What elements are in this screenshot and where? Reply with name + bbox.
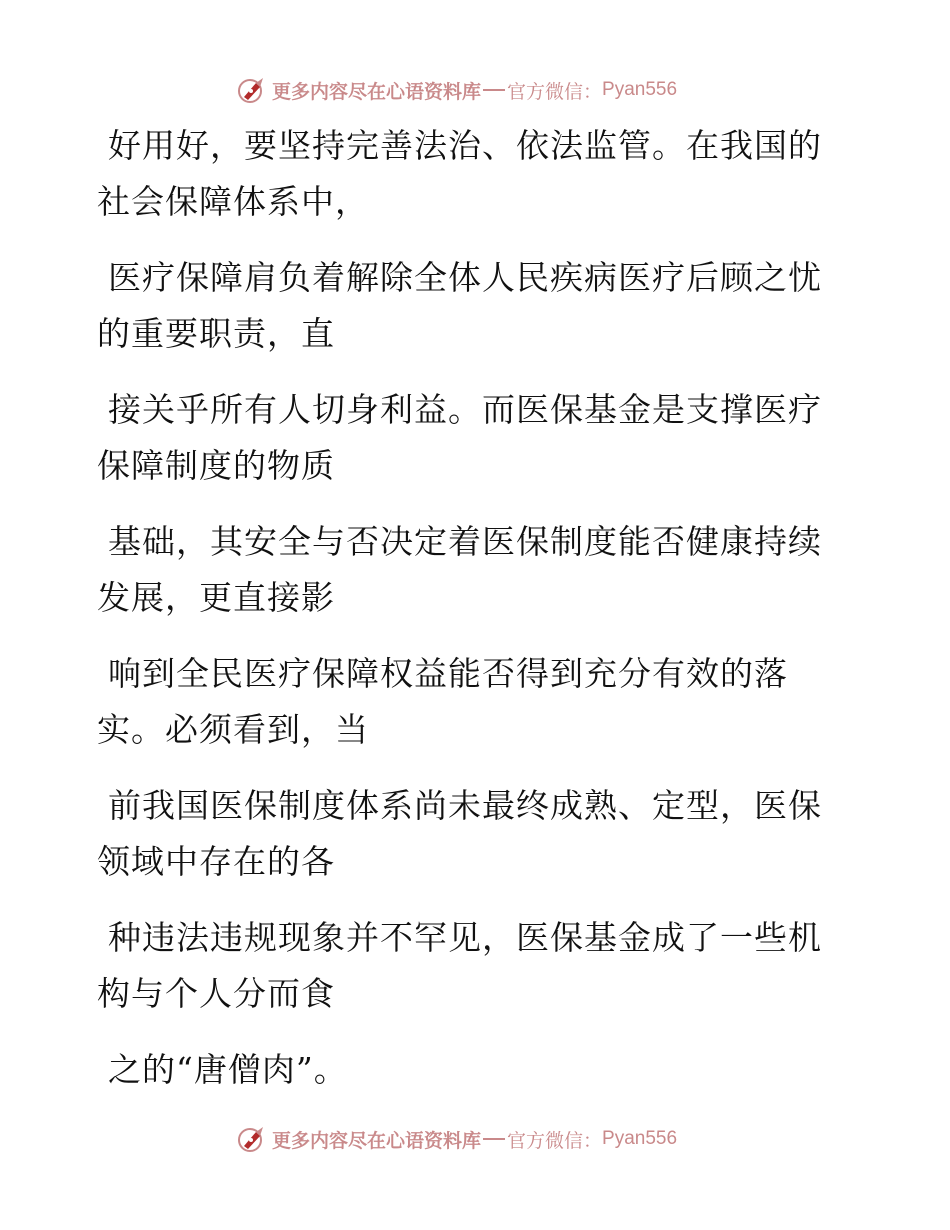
text-line: 领域中存在的各 bbox=[97, 842, 335, 881]
paragraph-line bbox=[97, 382, 837, 494]
paragraph-line bbox=[97, 1042, 837, 1098]
header-wechat-id: Pyan556 bbox=[602, 79, 678, 100]
footer-dash bbox=[483, 1138, 505, 1140]
text-line: 接关乎所有人切身利益。而医保基金是支撑医疗 bbox=[108, 390, 822, 429]
text-line: 种违法违规现象并不罕见，医保基金成了一些机 bbox=[108, 918, 822, 957]
footer-brand-text: 更多内容尽在心语资料库 bbox=[272, 1129, 482, 1152]
text-line: 之的“唐僧肉”。 bbox=[108, 1050, 348, 1089]
text-line: 发展，更直接影 bbox=[97, 578, 335, 617]
pen-nib-logo-icon bbox=[236, 1124, 266, 1154]
text-line: 前我国医保制度体系尚未最终成熟、定型，医保 bbox=[108, 786, 822, 825]
header-dash bbox=[483, 89, 505, 91]
text-line: 实。必须看到，当 bbox=[97, 710, 369, 749]
paragraph-line bbox=[97, 514, 837, 626]
footer-banner bbox=[236, 1122, 716, 1156]
body-text bbox=[97, 118, 837, 1098]
text-line: 的重要职责，直 bbox=[97, 314, 335, 353]
header-banner bbox=[236, 73, 716, 107]
text-line: 基础，其安全与否决定着医保制度能否健康持续 bbox=[108, 522, 822, 561]
text-line: 社会保障体系中， bbox=[97, 182, 369, 221]
header-wechat-label: 官方微信： bbox=[507, 80, 603, 103]
text-line: 响到全民医疗保障权益能否得到充分有效的落 bbox=[108, 654, 788, 693]
text-line: 好用好，要坚持完善法治、依法监管。在我国的 bbox=[108, 126, 822, 165]
paragraph-line bbox=[97, 910, 837, 1022]
paragraph-line bbox=[97, 646, 837, 758]
paragraph-line bbox=[97, 778, 837, 890]
footer-wechat-label: 官方微信： bbox=[507, 1129, 603, 1152]
paragraph-line bbox=[97, 250, 837, 362]
footer-wechat-id: Pyan556 bbox=[602, 1128, 678, 1149]
text-line: 构与个人分而食 bbox=[97, 974, 335, 1013]
pen-nib-logo-icon bbox=[236, 75, 266, 105]
header-brand-text: 更多内容尽在心语资料库 bbox=[272, 80, 482, 103]
text-line: 医疗保障肩负着解除全体人民疾病医疗后顾之忧 bbox=[108, 258, 822, 297]
text-line: 保障制度的物质 bbox=[97, 446, 335, 485]
paragraph-line bbox=[97, 118, 837, 230]
